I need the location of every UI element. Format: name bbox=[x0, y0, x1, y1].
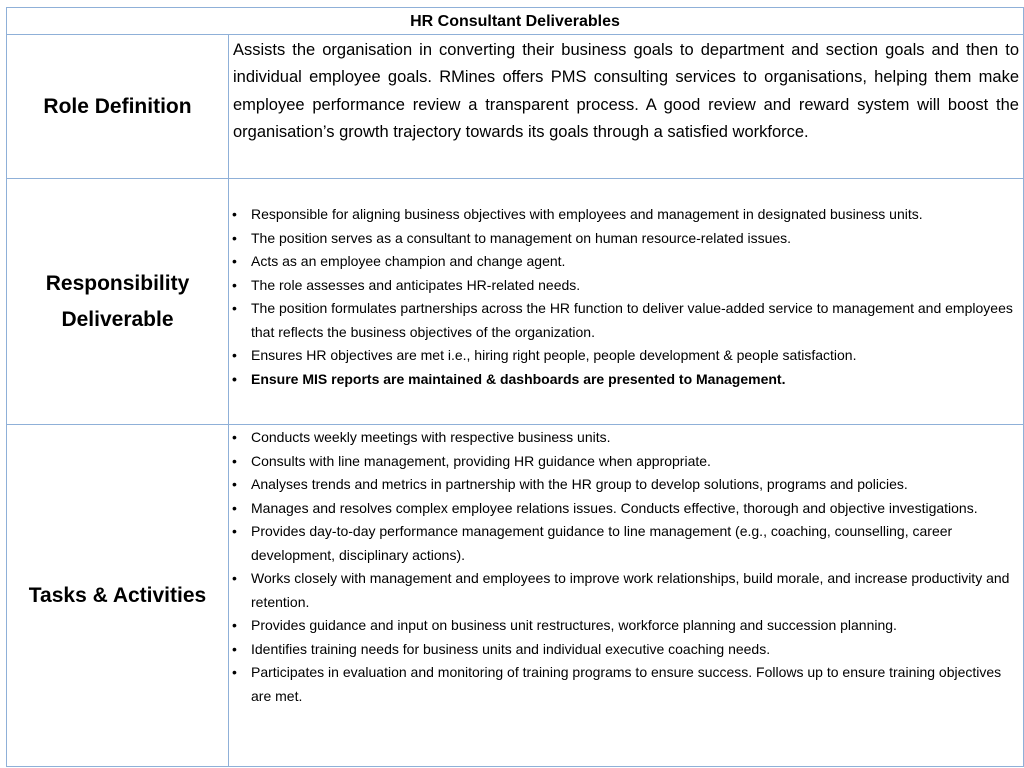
list-item: • Analyses trends and metrics in partnership with the HR group to develop solutions, programs and policies. bbox=[229, 473, 1019, 497]
responsibility-list bbox=[229, 203, 1023, 391]
tasks-list bbox=[229, 426, 1023, 708]
row-responsibility-deliverable bbox=[7, 179, 1023, 425]
list-item: • Identifies training needs for business units and individual executive coaching needs. bbox=[229, 638, 1019, 662]
list-item: • Provides guidance and input on business unit restructures, workforce planning and succession planning. bbox=[229, 614, 1019, 638]
row-label: Tasks & Activities bbox=[7, 425, 229, 766]
list-item: • The position formulates partnerships across the HR function to deliver value-added service to management and employees that reflects the business objectives of the organization. bbox=[229, 297, 1019, 344]
row-label: Role Definition bbox=[7, 35, 229, 178]
list-item: • Responsible for aligning business objectives with employees and management in designated business units. bbox=[229, 203, 1019, 227]
list-item: • Provides day-to-day performance management guidance to line management (e.g., coaching, counselling, career development, disciplinary actions). bbox=[229, 520, 1019, 567]
row-content bbox=[229, 35, 1023, 178]
row-label: Responsibility Deliverable bbox=[7, 179, 229, 424]
list-item: • Ensure MIS reports are maintained & dashboards are presented to Management. bbox=[229, 368, 1019, 392]
list-item: • Conducts weekly meetings with respective business units. bbox=[229, 426, 1019, 450]
list-item: • The role assesses and anticipates HR-related needs. bbox=[229, 274, 1019, 298]
deliverables-table bbox=[6, 7, 1024, 767]
table-title: HR Consultant Deliverables bbox=[7, 8, 1023, 35]
row-tasks-activities bbox=[7, 425, 1023, 766]
list-item: • Works closely with management and employees to improve work relationships, build morale, and increase productivity and retention. bbox=[229, 567, 1019, 614]
list-item: • Participates in evaluation and monitoring of training programs to ensure success. Follows up to ensure training objectives are met. bbox=[229, 661, 1019, 708]
row-content bbox=[229, 179, 1023, 424]
row-role-definition bbox=[7, 35, 1023, 179]
list-item: • Acts as an employee champion and change agent. bbox=[229, 250, 1019, 274]
list-item: • Ensures HR objectives are met i.e., hiring right people, people development & people satisfaction. bbox=[229, 344, 1019, 368]
role-definition-text: Assists the organisation in converting their business goals to department and section goals and then to individual employee goals. RMines offers PMS consulting services to organisations, helping them make employee performance review a transparent process. A good review and reward system will boost the organisation’s growth trajectory towards its goals through a satisfied workforce. bbox=[233, 41, 1019, 142]
list-item: • Consults with line management, providing HR guidance when appropriate. bbox=[229, 450, 1019, 474]
list-item: • Manages and resolves complex employee relations issues. Conducts effective, thorough and objective investigations. bbox=[229, 497, 1019, 521]
row-content bbox=[229, 425, 1023, 766]
list-item: • The position serves as a consultant to management on human resource-related issues. bbox=[229, 227, 1019, 251]
